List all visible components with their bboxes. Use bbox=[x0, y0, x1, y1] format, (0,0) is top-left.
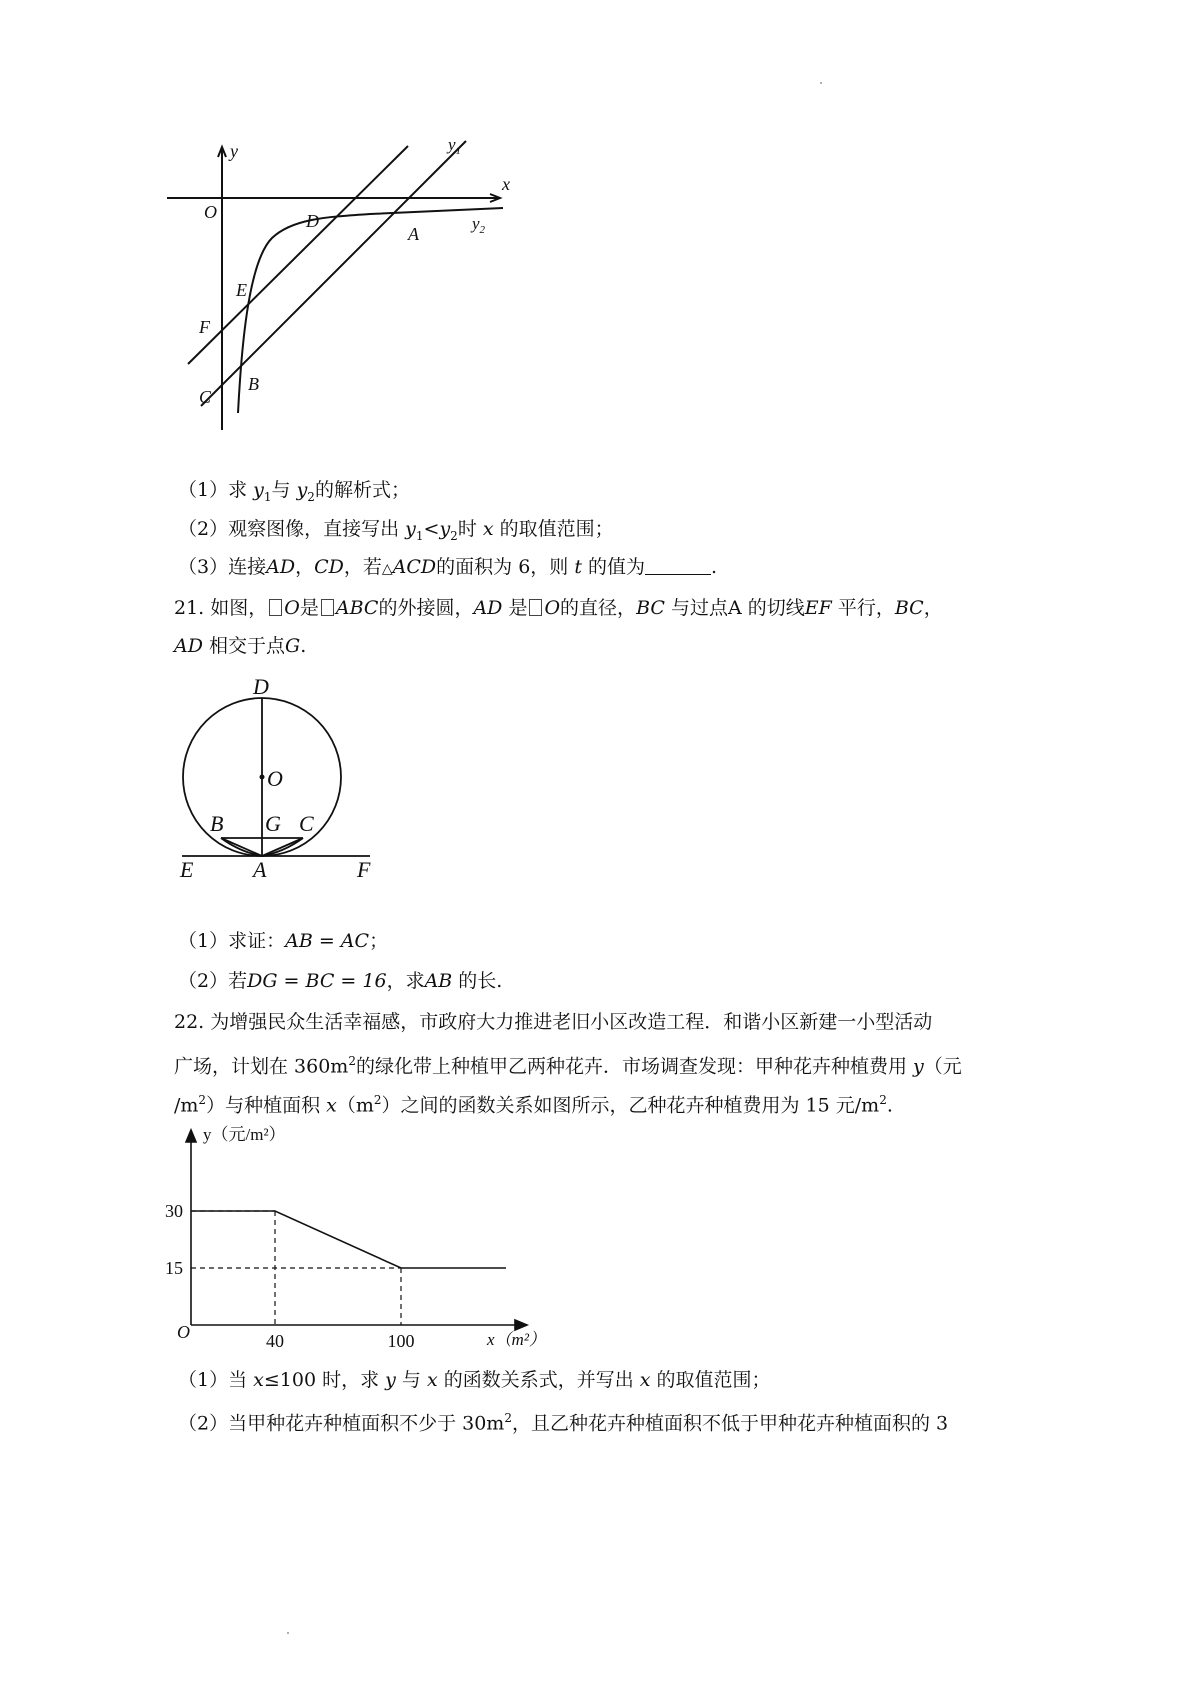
label-A: A bbox=[253, 857, 267, 882]
point-D-label: D bbox=[306, 211, 319, 231]
x-tick-label: 100 bbox=[387, 1331, 415, 1351]
q22-stem-line2: 广场，计划在 $360m^2$的绿化带上种植甲乙两种花卉．市场调查发现：甲种花卉种植费用 y（元 bbox=[174, 1054, 962, 1078]
chart-x-label: x（m²） bbox=[487, 1330, 546, 1349]
y-tick-label: 15 bbox=[165, 1258, 183, 1278]
answer-blank bbox=[645, 556, 711, 575]
cost-chart bbox=[165, 1120, 565, 1350]
triangle-symbol-placeholder bbox=[321, 599, 334, 616]
figure-line-hyperbola bbox=[160, 135, 540, 435]
q22-stem-line3: $/m^2$）与种植面积 $x(m^2)$之间的函数关系如图所示，乙种花卉种植费用为 15 元$/m^2$. bbox=[174, 1093, 893, 1117]
q21-part2: （2）若DG = BC = 16，求AB 的长. bbox=[178, 970, 503, 992]
circle-symbol-placeholder-2 bbox=[529, 599, 542, 616]
point-A-label: A bbox=[408, 224, 419, 244]
triangle-symbol: △ bbox=[381, 561, 393, 577]
x-tick-label: 40 bbox=[266, 1331, 284, 1351]
circle-symbol-placeholder bbox=[269, 599, 282, 616]
label-F: F bbox=[357, 857, 371, 882]
point-E-label: E bbox=[236, 280, 247, 300]
q22-stem-line1: 22. 为增强民众生活幸福感，市政府大力推进老旧小区改造工程．和谐小区新建一小型活动 bbox=[174, 1011, 933, 1033]
y2-label: $y_2$ bbox=[472, 214, 486, 236]
q21-stem-line1: 21. 如图， O是 ABC的外接圆，AD 是 O的直径，BC 与过点A 的切线EF 平行，BC， bbox=[174, 597, 943, 619]
origin-label: O bbox=[204, 202, 217, 222]
chart-y-arrow bbox=[186, 1130, 196, 1142]
chart-y-label: y（元/m²） bbox=[203, 1125, 286, 1144]
point-B-label: B bbox=[248, 374, 259, 394]
y1-label: $y_1$ bbox=[448, 135, 462, 157]
q22-part1: （1）当 x≤100 时，求 y 与 x 的函数关系式，并写出 x 的取值范围； bbox=[178, 1369, 771, 1391]
q21-stem-line2: AD 相交于点G. bbox=[174, 635, 307, 657]
q20-part3: （3）连接AD，CD，若△ACD的面积为 6，则 t 的值为 . bbox=[178, 556, 718, 578]
label-D: D bbox=[253, 674, 269, 699]
figure-circle bbox=[170, 672, 390, 887]
x-axis-label: x bbox=[502, 174, 510, 194]
chart-x-arrow bbox=[515, 1320, 527, 1330]
label-B: B bbox=[210, 811, 224, 836]
y-tick-label: 30 bbox=[165, 1201, 183, 1221]
label-C: C bbox=[299, 811, 314, 836]
label-E: E bbox=[180, 857, 194, 882]
scan-speck-bottom bbox=[287, 1632, 289, 1634]
q20-part2: （2）观察图像，直接写出 $y_1<y_2$时 x 的取值范围； bbox=[178, 518, 614, 543]
series-line-0 bbox=[191, 1211, 506, 1268]
q21-part1: （1）求证：AB = AC； bbox=[178, 930, 389, 952]
scan-speck-top bbox=[820, 82, 822, 84]
label-O: O bbox=[267, 766, 283, 791]
q20-part1: （1）求 $y_1$与 $y_2$的解析式； bbox=[178, 479, 410, 504]
y-axis-label: y bbox=[230, 141, 238, 161]
q22-part2: （2）当甲种花卉种植面积不少于 $30m^2$，且乙种花卉种植面积不低于甲种花卉种植面积的 3 bbox=[178, 1411, 949, 1435]
center-point bbox=[260, 775, 265, 780]
label-G: G bbox=[265, 811, 281, 836]
chart-origin-label: O bbox=[177, 1322, 190, 1342]
curve-y2 bbox=[238, 208, 503, 413]
point-F-label: F bbox=[199, 317, 210, 337]
point-C-label: C bbox=[199, 387, 212, 407]
